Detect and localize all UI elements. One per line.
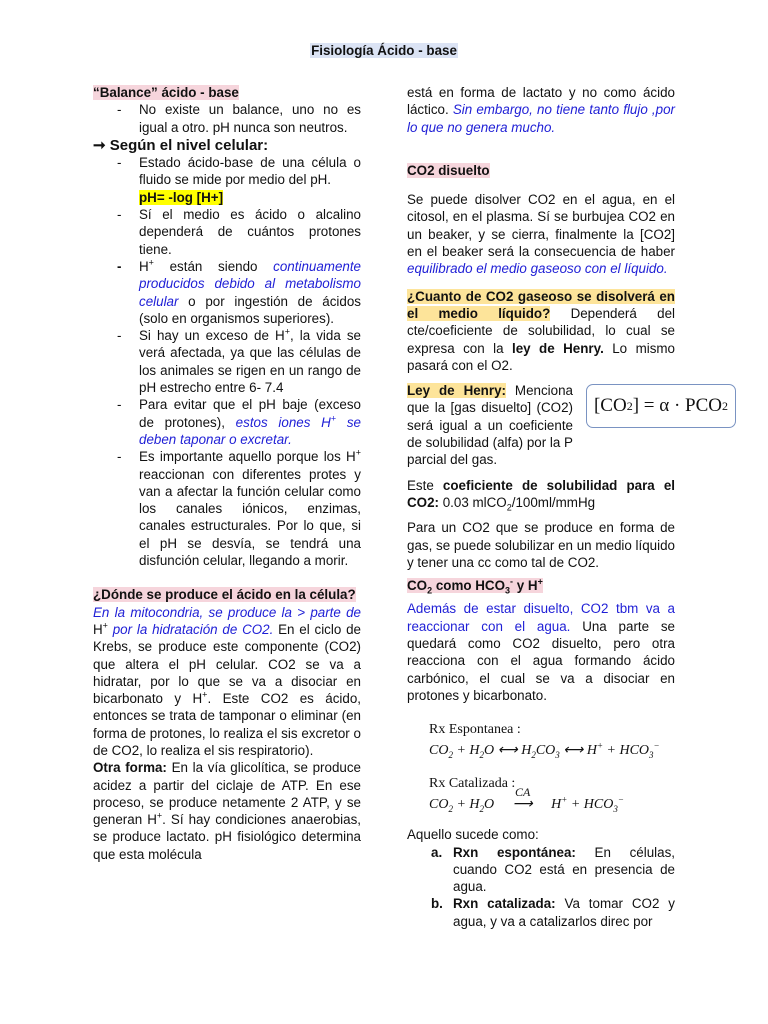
ca-enzyme-label: CA: [514, 785, 531, 800]
rx-catalizada-label: Rx Catalizada :: [429, 776, 516, 792]
para-paragraph: Para un CO2 que se produce en forma de gas, se puede solubilizar en un medio líquido y tener una cc como tal de CO2.: [407, 520, 675, 570]
coeficiente-paragraph: Este coeficiente de solubilidad para el CO2: 0.03 mlCO$_2$/100ml/mmHg: [407, 477, 676, 513]
donde-paragraph: En la mitocondria, se produce la > parte de H+ por la hidratación de CO2. En el ciclo de Krebs, se produce este componente (CO2) que altera el pH celular. CO2 se va a hidratar, por lo que se va a disociar en bicarbonato y H+. Este CO2 es ácido, entonces se trata de tamponar o eliminar (en forma de protones, lo realiza el sis excretor o de CO2, lo realiza el sis respiratorio).: [93, 604, 361, 758]
donde-heading: ¿Dónde se produce el ácido en la célula?: [93, 587, 356, 603]
balance-list: [93, 101, 361, 136]
cuanto-paragraph: ¿Cuanto de CO2 gaseoso se disolverá en el medio líquido? Dependerá del cte/coeficiente de solubilidad, lo cual se expresa con la ley de Henry. Lo mismo pasará con el O2.: [407, 288, 676, 373]
rx-espontanea-label: Rx Espontanea :: [429, 722, 521, 738]
list-item: - Para evitar que el pH baje (exceso de protones), estos iones H+ se deben taponar o excretar.: [93, 396, 361, 448]
list-item: a. Rxn espontánea: En células, cuando CO2 está en presencia de agua.: [431, 844, 675, 895]
aquello-text: Aquello sucede como:: [407, 827, 539, 843]
list-item: - Si hay un exceso de H+, la vida se verá afectada, ya que las células de los animales se rigen en un rango de pH estrecho entre 6- 7.4: [93, 327, 361, 396]
right-column: [407, 84, 675, 930]
otra-forma-paragraph: Otra forma: En la vía glicolítica, se produce acidez a partir del ciclaje de ATP. En ese proceso, se produce netamente 2 ATP, y se generan H+. Sí hay condiciones anaerobias, se produce lactato. pH fisiológico determina que esta molécula: [93, 760, 362, 862]
document-title: Fisiología Ácido - base: [311, 43, 457, 58]
rx-catalizada-equation: $CO_2 + H_2O$ CA ⟶ $H^+ + HCO_3^-$: [429, 794, 675, 816]
ademas-paragraph: Además de estar disuelto, CO2 tbm va a reaccionar con el agua. Una parte se quedará como CO2 disuelto, pero otra reacciona con el agua formando ácido carbónico, el cual se va a disociar en protones y bicarbonato.: [407, 601, 675, 703]
nivel-celular-list: [93, 154, 361, 569]
nivel-celular-heading: ➞ Según el nivel celular:: [93, 136, 269, 154]
ph-formula: pH= -log [H+]: [139, 189, 224, 205]
rx-espontanea-equation: $CO_2 + H_2O$ ⟷ $H_2CO_3$ ⟷ $H^+ + HCO_3^-$: [429, 740, 660, 760]
henry-formula-box: [CO 2 ] = α · PCO 2: [586, 384, 736, 428]
list-item: - H+ están siendo continuamente producidos debido al metabolismo celular o por ingestión de ácidos (solo en organismos superiores).: [93, 258, 361, 327]
list-item: - No existe un balance, uno no es igual a otro. pH nunca son neutros.: [93, 101, 361, 136]
lactato-paragraph: está en forma de lactato y no como ácido láctico. Sin embargo, no tiene tanto flujo ,por lo que no genera mucho.: [407, 85, 675, 135]
reaction-type-list: [407, 844, 675, 930]
balance-heading: “Balance” ácido - base: [93, 85, 239, 100]
co2-disuelto-paragraph: Se puede disolver CO2 en el agua, en el citosol, en el plasma. Sí se burbujea CO2 en un beaker, y se cierra, finalmente la [CO2] en el beaker será la consecuencia de haber equilibrado el medio gaseoso con el líquido.: [407, 192, 675, 277]
co2-disuelto-heading: CO2 disuelto: [407, 162, 490, 178]
co2-hco3-heading: $CO_2$ como $HCO_3^-$ y H+: [407, 576, 543, 596]
ley-henry-paragraph: Ley de Henry: Menciona que la [gas disuelto] (CO2) será igual a un coeficiente de solubilidad (alfa) por la P parcial del gas.: [407, 383, 573, 468]
list-item: - Es importante aquello porque los H+ reaccionan con diferentes protes y van a afectar la función celular como los canales iónicos, enzimas, canales estructurales. Por lo que, si el pH se desvía, se tendrá una disfunción celular, llegando a morir.: [93, 448, 361, 569]
list-item: b. Rxn catalizada: Va tomar CO2 y agua, y va a catalizarlos direc por: [431, 896, 675, 929]
left-column: [93, 84, 361, 863]
list-item: - Sí el medio es ácido o alcalino dependerá de cuántos protones tiene.: [93, 206, 361, 258]
arrow-right-icon: ➞: [93, 136, 106, 154]
reaction-equations: [407, 720, 675, 816]
list-item: - Estado ácido-base de una célula o fluido se mide por medio del pH. pH= -log [H+]: [93, 154, 361, 206]
